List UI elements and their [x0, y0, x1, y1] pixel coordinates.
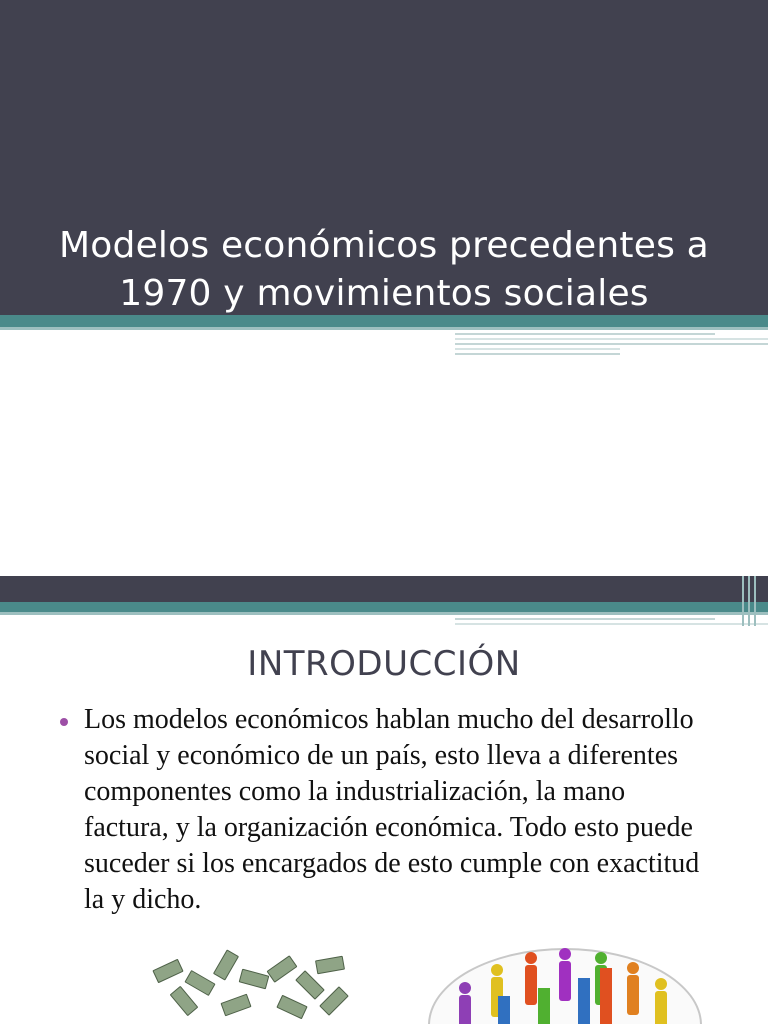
chart-bar: [600, 968, 612, 1024]
banknote: [315, 956, 345, 975]
person-figure: [558, 948, 572, 1001]
banknote: [213, 949, 239, 980]
banknote: [220, 994, 251, 1017]
banknote: [276, 995, 307, 1020]
person-figure: [458, 982, 472, 1024]
presentation-title: [20, 222, 748, 318]
decor-stripe: [455, 333, 715, 335]
person-figure: [626, 962, 640, 1015]
decor-stripe: [0, 602, 768, 612]
banknote: [170, 986, 199, 1016]
banknote: [295, 970, 325, 1000]
bullet-dot: [60, 718, 68, 726]
title-line-2: 1970 y movimientos sociales: [119, 273, 649, 314]
money-illustration: [150, 954, 350, 1024]
decor-stripe: [754, 576, 756, 626]
chart-bar: [538, 988, 550, 1024]
decor-stripe: [742, 576, 744, 626]
title-line-1: Modelos económicos precedentes a: [59, 225, 709, 266]
header-band: [0, 576, 768, 602]
chart-bar: [498, 996, 510, 1024]
banknote: [184, 970, 215, 996]
decor-stripe: [748, 576, 750, 626]
bullet-item: [60, 702, 700, 918]
bullet-text: Los modelos económicos hablan mucho del desarrollo social y económico de un país, esto lleva a diferentes componentes como la industrialización, la mano factura, y la organización económica. Todo esto puede suceder si los encargados de esto cumple con exactitud la y dicho.: [84, 704, 700, 915]
decor-stripe: [455, 353, 620, 355]
slide-heading: INTRODUCCIÓN: [247, 644, 521, 684]
person-figure: [654, 978, 668, 1024]
decor-stripe: [455, 623, 768, 625]
decor-stripe: [455, 338, 768, 340]
decor-stripe: [455, 348, 620, 350]
chart-bar: [578, 978, 590, 1024]
decor-stripe: [455, 618, 715, 620]
decor-stripe: [455, 343, 768, 345]
decor-stripe: [0, 612, 768, 615]
banknote: [239, 969, 270, 990]
banknote: [152, 959, 183, 984]
people-chart-illustration: [428, 942, 700, 1024]
banknote: [267, 955, 298, 983]
introduction-slide: [0, 576, 768, 1024]
decor-stripe: [0, 327, 768, 330]
bullet-list: [60, 702, 700, 918]
person-figure: [524, 952, 538, 1005]
